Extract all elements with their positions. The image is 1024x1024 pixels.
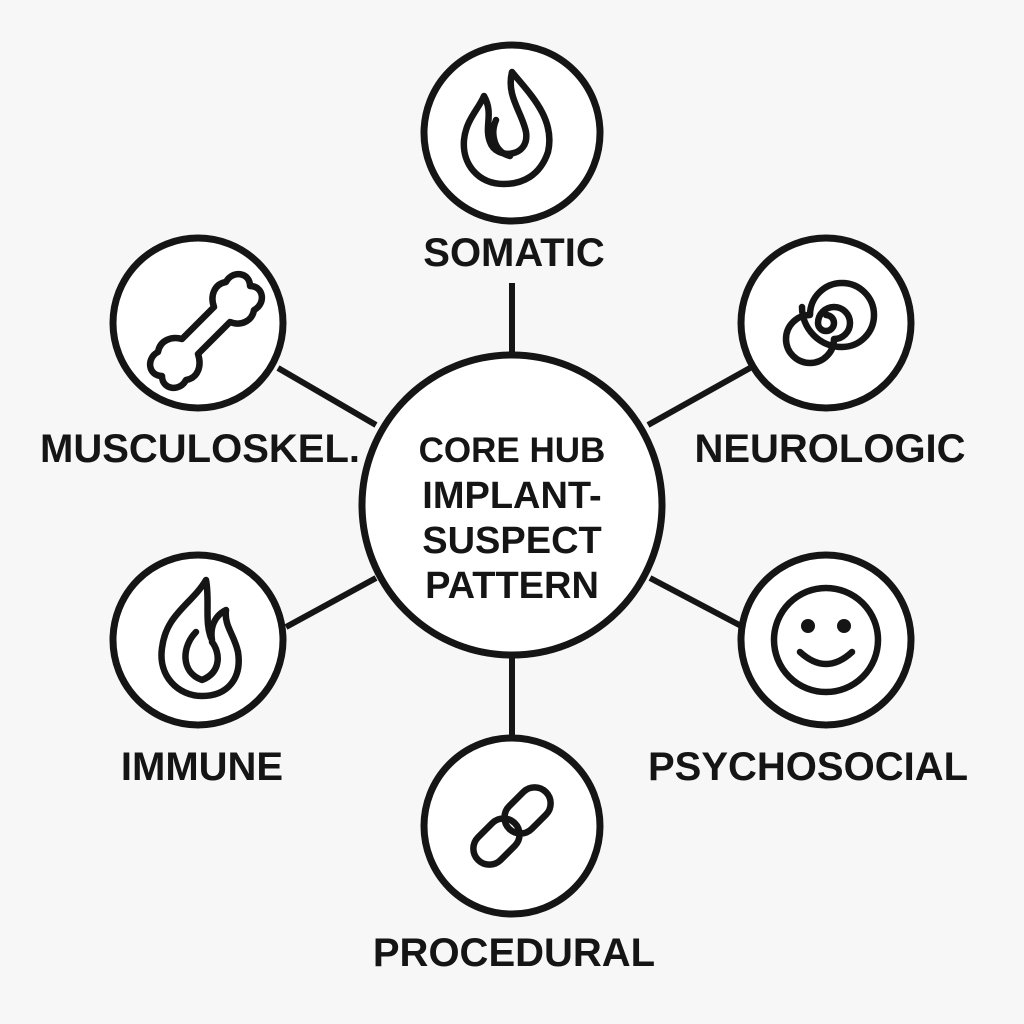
connector-musculoskeletal bbox=[278, 368, 376, 425]
node-neurologic bbox=[694, 238, 965, 471]
core-hub-title: CORE HUB bbox=[418, 431, 606, 470]
immune-circle bbox=[113, 555, 283, 725]
core-hub-line-1: IMPLANT- bbox=[422, 475, 602, 517]
node-psychosocial bbox=[648, 555, 968, 789]
connector-psychosocial bbox=[650, 578, 745, 628]
procedural-label: PROCEDURAL bbox=[372, 931, 656, 975]
connector-neurologic bbox=[648, 368, 750, 425]
node-immune bbox=[113, 555, 283, 789]
psychosocial-label: PSYCHOSOCIAL bbox=[647, 745, 969, 789]
musculoskeletal-label: MUSCULOSKEL. bbox=[40, 427, 360, 471]
somatic-label: SOMATIC bbox=[423, 231, 605, 275]
core-hub bbox=[362, 355, 662, 655]
node-procedural bbox=[373, 738, 655, 975]
neurologic-circle bbox=[741, 238, 911, 408]
neurologic-label: NEUROLOGIC bbox=[694, 427, 966, 471]
core-hub-line-3: PATTERN bbox=[425, 565, 599, 607]
immune-label: IMMUNE bbox=[120, 745, 284, 789]
procedural-circle bbox=[424, 738, 600, 914]
core-hub-line-2: SUSPECT bbox=[422, 520, 602, 562]
connector-immune bbox=[286, 578, 376, 627]
node-musculoskeletal bbox=[40, 238, 360, 471]
node-somatic bbox=[423, 45, 604, 275]
psychosocial-circle bbox=[741, 555, 911, 725]
